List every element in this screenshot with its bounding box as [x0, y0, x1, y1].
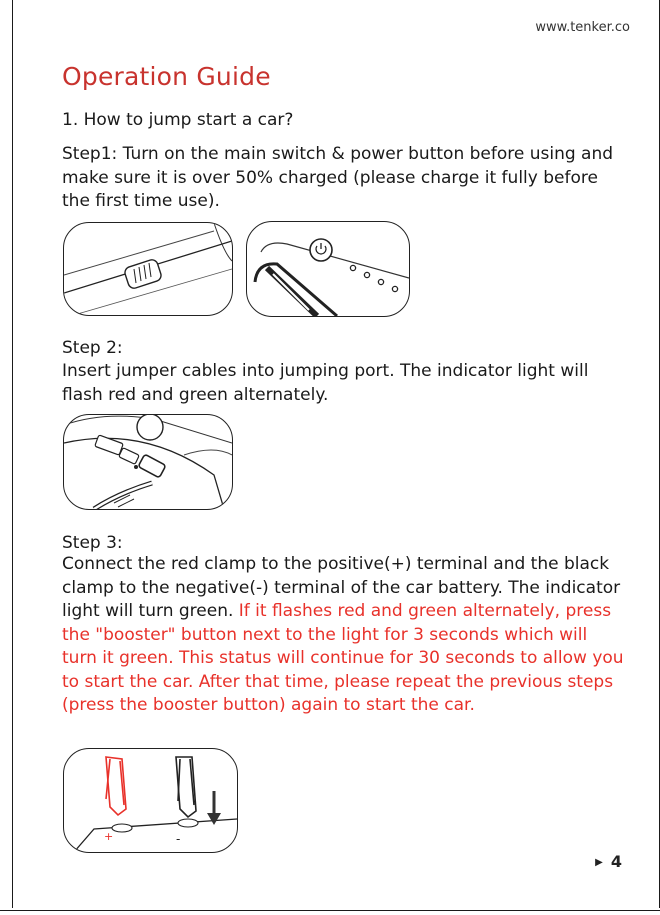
section-question: 1. How to jump start a car?: [62, 110, 294, 130]
page-title: Operation Guide: [62, 62, 271, 91]
step2-text: Insert jumper cables into jumping port. The indicator light will flash red and green alternately.: [62, 361, 589, 405]
page-number-value: 4: [610, 852, 622, 871]
power-button-photo: [246, 221, 410, 317]
battery-minus-label: -: [176, 832, 181, 846]
step3-text-black: Connect the red clamp to the positive(+) terminal and the black clamp to the negative(-) terminal of the car battery. The indicator light will turn green.: [62, 554, 621, 621]
play-arrow-icon: ▶: [595, 857, 603, 868]
website-url[interactable]: www.tenker.co: [535, 20, 630, 35]
step3-text-red: If it flashes red and green alternately, press the "booster" button next to the light for 3 seconds which will turn it green. This status will continue for 30 seconds to allow you to start the car. After that time, please repeat the previous steps (press the booster button) again to start the car.: [62, 601, 624, 715]
battery-plus-label: +: [104, 830, 114, 843]
page-number: [595, 852, 622, 871]
jumper-port-photo: [63, 414, 233, 510]
step2-heading: Step 2:: [62, 338, 123, 358]
step3-heading: Step 3:: [62, 533, 123, 553]
step3-text: [62, 553, 627, 718]
battery-clamps-photo: [63, 748, 238, 853]
bottom-divider: [0, 910, 660, 911]
step1-text: Step1: Turn on the main switch & power button before using and make sure it is over 50% charged (please charge it fully before the first time use).: [62, 144, 614, 211]
main-switch-photo: [63, 222, 233, 316]
